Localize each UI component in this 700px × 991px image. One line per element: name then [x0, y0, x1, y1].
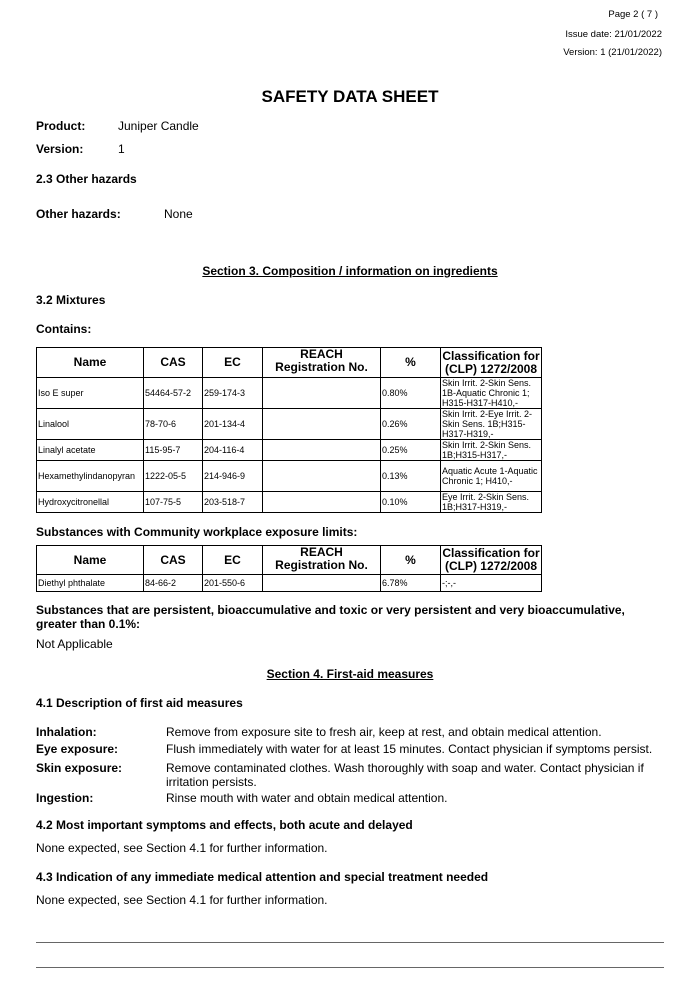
cell-classification: Skin Irrit. 2-Eye Irrit. 2-Skin Sens. 1B;H315-H317-H319,- [441, 409, 542, 440]
section-4-heading: Section 4. First-aid measures [266, 667, 434, 681]
cell-cas: 107-75-5 [144, 492, 203, 513]
column-header: REACH Registration No. [263, 348, 381, 378]
medical-attention-heading: 4.3 Indication of any immediate medical attention and special treatment needed [36, 870, 489, 884]
column-header: Classification for (CLP) 1272/2008 [442, 348, 540, 376]
cell-name: Diethyl phthalate [37, 575, 144, 592]
cell-ec: 203-518-7 [203, 492, 263, 513]
cell-reach [263, 440, 381, 461]
column-header: CAS [144, 546, 203, 575]
skin-exposure-label: Skin exposure: [36, 761, 123, 775]
table-row [37, 492, 542, 513]
cell-name: Linalyl acetate [37, 440, 144, 461]
cell-name: Iso E super [37, 378, 144, 409]
version-info: Version: 1 (21/01/2022) [563, 47, 662, 58]
column-header: REACH Registration No. [263, 546, 381, 575]
section-3-heading: Section 3. Composition / information on ingredients [202, 264, 498, 278]
version-label: Version: [36, 142, 84, 156]
cell-cas: 1222-05-5 [144, 461, 203, 492]
cell-percent: 0.80% [381, 378, 441, 409]
symptoms-text: None expected, see Section 4.1 for further information. [36, 841, 328, 855]
cell-name: Hexamethylindanopyran [37, 461, 144, 492]
ingestion-text: Rinse mouth with water and obtain medical attention. [166, 791, 448, 805]
page-number: Page 2 ( 7 ) [608, 9, 658, 20]
eye-exposure-text: Flush immediately with water for at least 15 minutes. Contact physician if symptoms persist. [166, 742, 653, 756]
cell-classification: Skin Irrit. 2-Skin Sens. 1B-Aquatic Chronic 1; H315-H317-H410,- [441, 378, 542, 409]
cell-cas: 54464-57-2 [144, 378, 203, 409]
cell-reach [263, 575, 381, 592]
column-header: EC [203, 348, 263, 378]
footer-divider [36, 967, 664, 968]
column-header: % [381, 546, 441, 575]
table-row [37, 409, 542, 440]
cell-percent: 0.26% [381, 409, 441, 440]
issue-date: Issue date: 21/01/2022 [565, 29, 662, 40]
cell-name: Hydroxycitronellal [37, 492, 144, 513]
first-aid-description-heading: 4.1 Description of first aid measures [36, 696, 243, 710]
cell-classification: Aquatic Acute 1-Aquatic Chronic 1; H410,- [441, 461, 542, 492]
cell-reach [263, 378, 381, 409]
cell-ec: 214-946-9 [203, 461, 263, 492]
workplace-limits-heading: Substances with Community workplace exposure limits: [36, 525, 358, 539]
cell-cas: 84-66-2 [144, 575, 203, 592]
table-row [37, 440, 542, 461]
other-hazards-value: None [164, 207, 193, 221]
composition-table [36, 347, 542, 513]
cell-ec: 204-116-4 [203, 440, 263, 461]
cell-reach [263, 461, 381, 492]
cell-ec: 201-550-6 [203, 575, 263, 592]
inhalation-text: Remove from exposure site to fresh air, keep at rest, and obtain medical attention. [166, 725, 602, 739]
pbt-value: Not Applicable [36, 637, 113, 651]
symptoms-heading: 4.2 Most important symptoms and effects, both acute and delayed [36, 818, 413, 832]
mixtures-heading: 3.2 Mixtures [36, 293, 106, 307]
other-hazards-heading: 2.3 Other hazards [36, 172, 137, 186]
product-label: Product: [36, 119, 86, 133]
column-header: Name [37, 546, 144, 575]
cell-percent: 0.13% [381, 461, 441, 492]
table-row [37, 575, 542, 592]
cell-classification: Eye Irrit. 2-Skin Sens. 1B;H317-H319,- [441, 492, 542, 513]
contains-label: Contains: [36, 322, 92, 336]
table-header-row [37, 546, 542, 575]
cell-ec: 259-174-3 [203, 378, 263, 409]
footer-divider [36, 942, 664, 943]
cell-percent: 0.25% [381, 440, 441, 461]
workplace-limits-table [36, 545, 542, 592]
pbt-heading: Substances that are persistent, bioaccumulative and toxic or very persistent and very bioaccumulative, greater than 0.1%: [36, 603, 625, 631]
cell-ec: 201-134-4 [203, 409, 263, 440]
cell-classification: Skin Irrit. 2-Skin Sens. 1B;H315-H317,- [441, 440, 542, 461]
other-hazards-label: Other hazards: [36, 207, 121, 221]
cell-percent: 6.78% [381, 575, 441, 592]
column-header: % [381, 348, 441, 378]
cell-classification: -;-,- [441, 575, 542, 592]
version-value: 1 [118, 142, 125, 156]
cell-reach [263, 409, 381, 440]
table-row [37, 461, 542, 492]
column-header: Name [37, 348, 144, 378]
column-header: CAS [144, 348, 203, 378]
ingestion-label: Ingestion: [36, 791, 94, 805]
cell-name: Linalool [37, 409, 144, 440]
cell-reach [263, 492, 381, 513]
medical-attention-text: None expected, see Section 4.1 for further information. [36, 893, 328, 907]
table-header-row [37, 348, 542, 378]
cell-cas: 115-95-7 [144, 440, 203, 461]
column-header: Classification for (CLP) 1272/2008 [442, 546, 540, 573]
inhalation-label: Inhalation: [36, 725, 97, 739]
cell-cas: 78-70-6 [144, 409, 203, 440]
document-title: SAFETY DATA SHEET [261, 87, 439, 106]
cell-percent: 0.10% [381, 492, 441, 513]
column-header: EC [203, 546, 263, 575]
skin-exposure-text: Remove contaminated clothes. Wash thoroughly with soap and water. Contact physician if irritation persists. [166, 761, 644, 789]
product-value: Juniper Candle [118, 119, 199, 133]
eye-exposure-label: Eye exposure: [36, 742, 119, 756]
table-row [37, 378, 542, 409]
